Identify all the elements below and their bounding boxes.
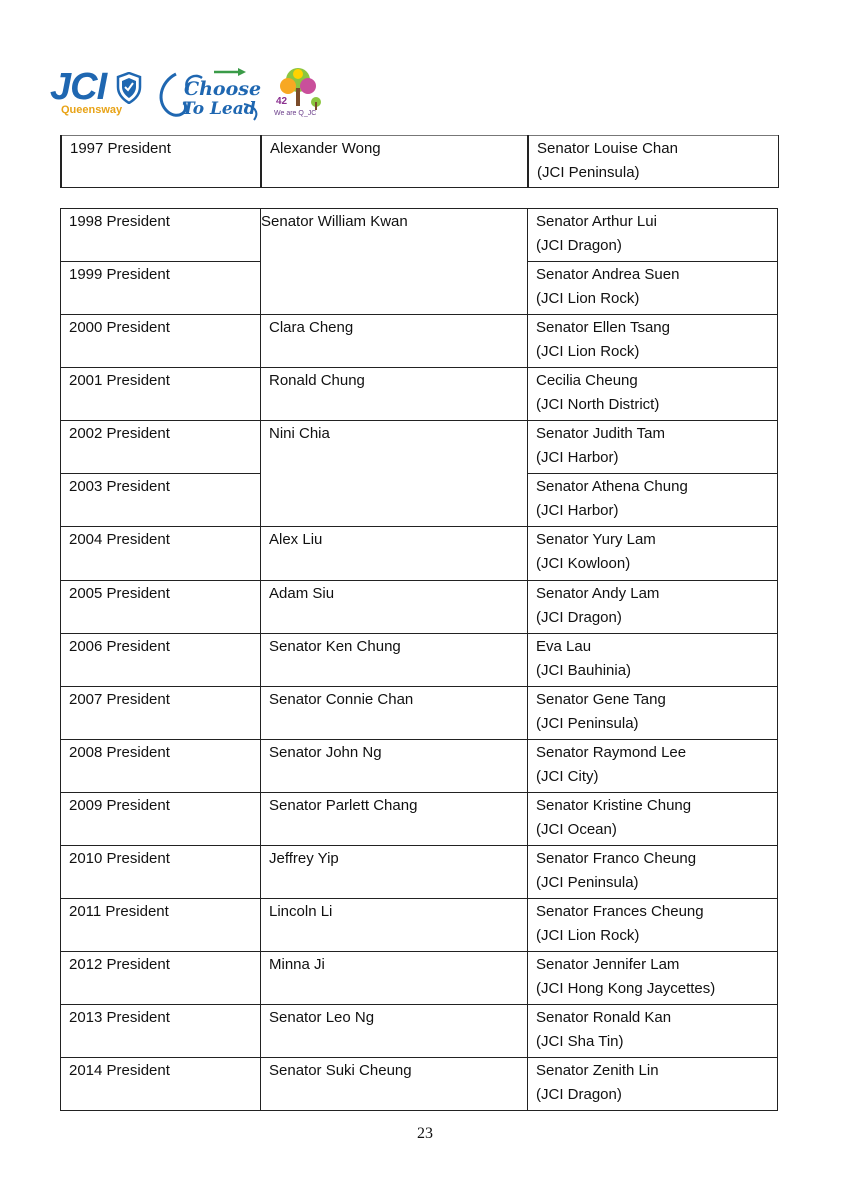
president-name: Ronald Chung (269, 372, 365, 389)
president-name: Senator Ken Chung (269, 638, 401, 655)
presenter-name: Senator Ellen Tsang (536, 319, 670, 336)
presenter-name: Senator Ronald Kan (536, 1009, 672, 1026)
president-name: Senator John Ng (269, 744, 382, 761)
president-name: Adam Siu (269, 585, 335, 602)
table-row (61, 1005, 778, 1058)
presenter-cell (528, 687, 778, 740)
presenter-cell (528, 315, 778, 368)
chapter-name: (JCI Lion Rock) (536, 927, 640, 944)
president-name: Minna Ji (269, 956, 325, 973)
presenter-name: Senator Yury Lam (536, 531, 656, 548)
year-label: 2005 President (69, 585, 170, 602)
table-row (61, 899, 778, 952)
president-name: Alex Liu (269, 531, 323, 548)
year-cell (61, 581, 261, 634)
chapter-name: (JCI Bauhinia) (536, 662, 632, 679)
jci-logo-subtext: Queensway (61, 104, 123, 116)
presenter-cell (528, 421, 778, 474)
president-cell (261, 527, 528, 581)
year-cell (61, 262, 261, 315)
presenter-name: Cecilia Cheung (536, 372, 638, 389)
president-cell (261, 315, 528, 368)
president-cell (261, 368, 528, 421)
presenter-name: Eva Lau (536, 638, 592, 655)
presenter-cell (528, 368, 778, 421)
presenter-name: Senator Louise Chan (537, 140, 678, 157)
chapter-name: (JCI Harbor) (536, 502, 619, 519)
chapter-name: (JCI City) (536, 768, 599, 785)
jci-logo-text: JCI (50, 66, 107, 108)
presenter-cell (528, 634, 778, 687)
presenter-name: Senator Arthur Lui (536, 213, 657, 230)
year-cell (61, 315, 261, 368)
president-name: Nini Chia (269, 425, 330, 442)
choose-logo-line1: Choose (184, 78, 262, 100)
year-cell (61, 136, 261, 188)
year-label: 1999 President (69, 266, 170, 283)
year-label: 2000 President (69, 319, 170, 336)
shield-icon (116, 72, 142, 104)
president-name: Lincoln Li (269, 903, 333, 920)
president-name: Senator Leo Ng (269, 1009, 375, 1026)
president-cell (261, 421, 528, 527)
president-cell (261, 952, 528, 1005)
chapter-name: (JCI Dragon) (536, 237, 622, 254)
chapter-name: (JCI Dragon) (536, 609, 622, 626)
presenter-name: Senator Raymond Lee (536, 744, 687, 761)
president-cell (261, 209, 528, 315)
table-row (61, 136, 778, 188)
presenter-name: Senator Andrea Suen (536, 266, 680, 283)
presenter-cell (528, 952, 778, 1005)
presenter-name: Senator Kristine Chung (536, 797, 692, 814)
year-label: 2002 President (69, 425, 170, 442)
year-cell (61, 952, 261, 1005)
year-label: 2008 President (69, 744, 170, 761)
chapter-name: (JCI Ocean) (536, 821, 617, 838)
year-cell (61, 740, 261, 793)
president-name: Senator Parlett Chang (269, 797, 418, 814)
presenter-cell (528, 136, 778, 188)
presenter-name: Senator Jennifer Lam (536, 956, 680, 973)
table-row (61, 687, 778, 740)
presenter-name: Senator Judith Tam (536, 425, 665, 442)
chapter-name: (JCI Hong Kong Jaycettes) (536, 980, 716, 997)
year-cell (61, 1058, 261, 1111)
year-cell (61, 793, 261, 846)
table-row (61, 527, 778, 581)
presenter-cell (528, 793, 778, 846)
presenter-name: Senator Franco Cheung (536, 850, 697, 867)
president-cell (261, 793, 528, 846)
chapter-name: (JCI Peninsula) (536, 874, 639, 891)
presenter-cell (528, 209, 778, 262)
presenter-cell (528, 740, 778, 793)
chapter-name: (JCI Peninsula) (536, 715, 639, 732)
year-label: 2012 President (69, 956, 170, 973)
presenter-name: Senator Gene Tang (536, 691, 666, 708)
president-name: Senator William Kwan (261, 213, 408, 230)
year-cell (61, 368, 261, 421)
chapter-name: (JCI Dragon) (536, 1086, 622, 1103)
table-row (61, 634, 778, 687)
logo-number: 42 (276, 96, 288, 107)
chapter-name: (JCI Lion Rock) (536, 290, 640, 307)
table-row (61, 421, 778, 474)
year-cell (61, 1005, 261, 1058)
year-label: 2003 President (69, 478, 170, 495)
chapter-name: (JCI Peninsula) (537, 164, 640, 181)
choose-logo-line2: To Lead (182, 99, 256, 119)
presenter-cell (528, 474, 778, 527)
year-label: 2013 President (69, 1009, 170, 1026)
year-label: 2004 President (69, 531, 170, 548)
table-row (61, 581, 778, 634)
year-cell (61, 527, 261, 581)
year-label: 2007 President (69, 691, 170, 708)
table-row (61, 793, 778, 846)
table-row (61, 740, 778, 793)
presenter-cell (528, 262, 778, 315)
chapter-name: (JCI Harbor) (536, 449, 619, 466)
presenter-cell (528, 527, 778, 581)
president-cell (261, 687, 528, 740)
page-number: 23 (417, 1125, 433, 1142)
year-cell (61, 899, 261, 952)
year-label: 2006 President (69, 638, 170, 655)
president-name: Jeffrey Yip (269, 850, 339, 867)
logo-caption: We are Q_JC (274, 110, 317, 117)
chapter-name: (JCI North District) (536, 396, 660, 413)
president-cell (261, 899, 528, 952)
table-row (61, 952, 778, 1005)
presenter-cell (528, 846, 778, 899)
presenter-name: Senator Frances Cheung (536, 903, 704, 920)
table-row (61, 1058, 778, 1111)
chapter-name: (JCI Sha Tin) (536, 1033, 624, 1050)
table-row (61, 368, 778, 421)
year-label: 2009 President (69, 797, 170, 814)
choose-to-lead-logo (154, 68, 264, 122)
chapter-name: (JCI Kowloon) (536, 555, 631, 572)
year-cell (61, 421, 261, 474)
presenter-cell (528, 1058, 778, 1111)
we-are-qjc-logo (272, 66, 324, 122)
year-cell (61, 687, 261, 740)
year-label: 2001 President (69, 372, 170, 389)
president-name: Alexander Wong (270, 140, 381, 157)
presenter-cell (528, 1005, 778, 1058)
table-row (61, 315, 778, 368)
president-table-main (60, 208, 778, 1111)
year-label: 2010 President (69, 850, 170, 867)
presenter-cell (528, 899, 778, 952)
year-cell (61, 474, 261, 527)
presenter-name: Senator Zenith Lin (536, 1062, 659, 1079)
year-label: 1998 President (69, 213, 170, 230)
president-cell (261, 581, 528, 634)
year-cell (61, 209, 261, 262)
president-table-1997 (60, 135, 779, 188)
year-label: 2014 President (69, 1062, 170, 1079)
presenter-cell (528, 581, 778, 634)
year-label: 2011 President (69, 903, 169, 920)
president-cell (261, 1058, 528, 1111)
president-cell (261, 846, 528, 899)
president-cell (261, 634, 528, 687)
president-name: Senator Suki Cheung (269, 1062, 412, 1079)
president-cell (261, 1005, 528, 1058)
president-cell (261, 740, 528, 793)
year-cell (61, 634, 261, 687)
table-row (61, 209, 778, 262)
presenter-name: Senator Andy Lam (536, 585, 660, 602)
year-label: 1997 President (70, 140, 171, 157)
president-name: Senator Connie Chan (269, 691, 414, 708)
presenter-name: Senator Athena Chung (536, 478, 688, 495)
chapter-name: (JCI Lion Rock) (536, 343, 640, 360)
jci-queensway-logo (50, 66, 150, 118)
table-row (61, 846, 778, 899)
year-cell (61, 846, 261, 899)
president-cell (261, 136, 528, 188)
president-name: Clara Cheng (269, 319, 354, 336)
